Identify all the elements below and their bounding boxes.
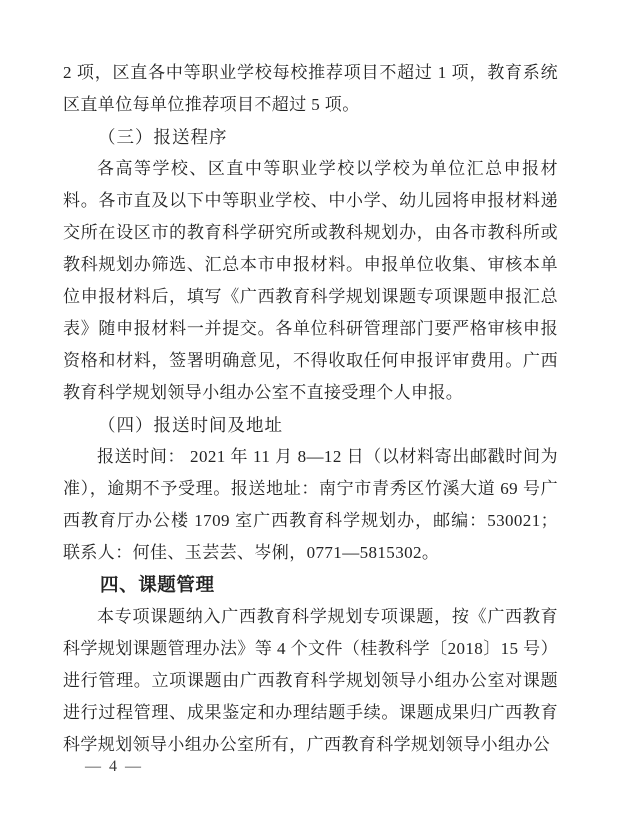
chapter-heading-project-management: 四、课题管理 bbox=[100, 574, 215, 595]
paragraph-submission-time-address: 报送时间： 2021 年 11 月 8—12 日（以材料寄出邮戳时间为准），逾期不予受理。报送地址：南宁市青秀区竹溪大道 69 号广西教育厅办公楼 1709 室广西教育科学规划办，邮编：530021；联系人：何佳、玉芸芸、岑俐，0771—5815302。 bbox=[63, 447, 558, 562]
paragraph-submission-procedure: 各高等学校、区直中等职业学校以学校为单位汇总申报材料。各市直及以下中等职业学校、中小学、幼儿园将申报材料递交所在设区市的教育科学研究所或教科规划办，由各市教科所或教科规划办筛选、汇总本市申报材料。申报单位收集、审核本单位申报材料后，填写《广西教育科学规划课题专项课题申报汇总表》随申报材料一并提交。各单位科研管理部门要严格审核申报资格和材料，签署明确意见，不得收取任何申报评审费用。广西教育科学规划领导小组办公室不直接受理个人申报。 bbox=[63, 159, 558, 402]
section-heading-3: （三）报送程序 bbox=[98, 127, 228, 147]
paragraph-continuation: 2 项，区直各中等职业学校每校推荐项目不超过 1 项，教育系统区直单位每单位推荐项目不超过 5 项。 bbox=[63, 63, 558, 114]
section-heading-4: （四）报送时间及地址 bbox=[98, 415, 283, 435]
paragraph-project-management: 本专项课题纳入广西教育科学规划专项课题，按《广西教育科学规划课题管理办法》等 4 个文件（桂教科学〔2018〕15 号）进行管理。立项课题由广西教育科学规划领导小组办公室对课题进行过程管理、成果鉴定和办理结题手续。课题成果归广西教育科学规划领导小组办公室所有，广西教育科学规划领导小组办公 bbox=[63, 607, 558, 754]
page-number: — 4 — bbox=[85, 758, 143, 775]
document-body bbox=[63, 57, 558, 761]
